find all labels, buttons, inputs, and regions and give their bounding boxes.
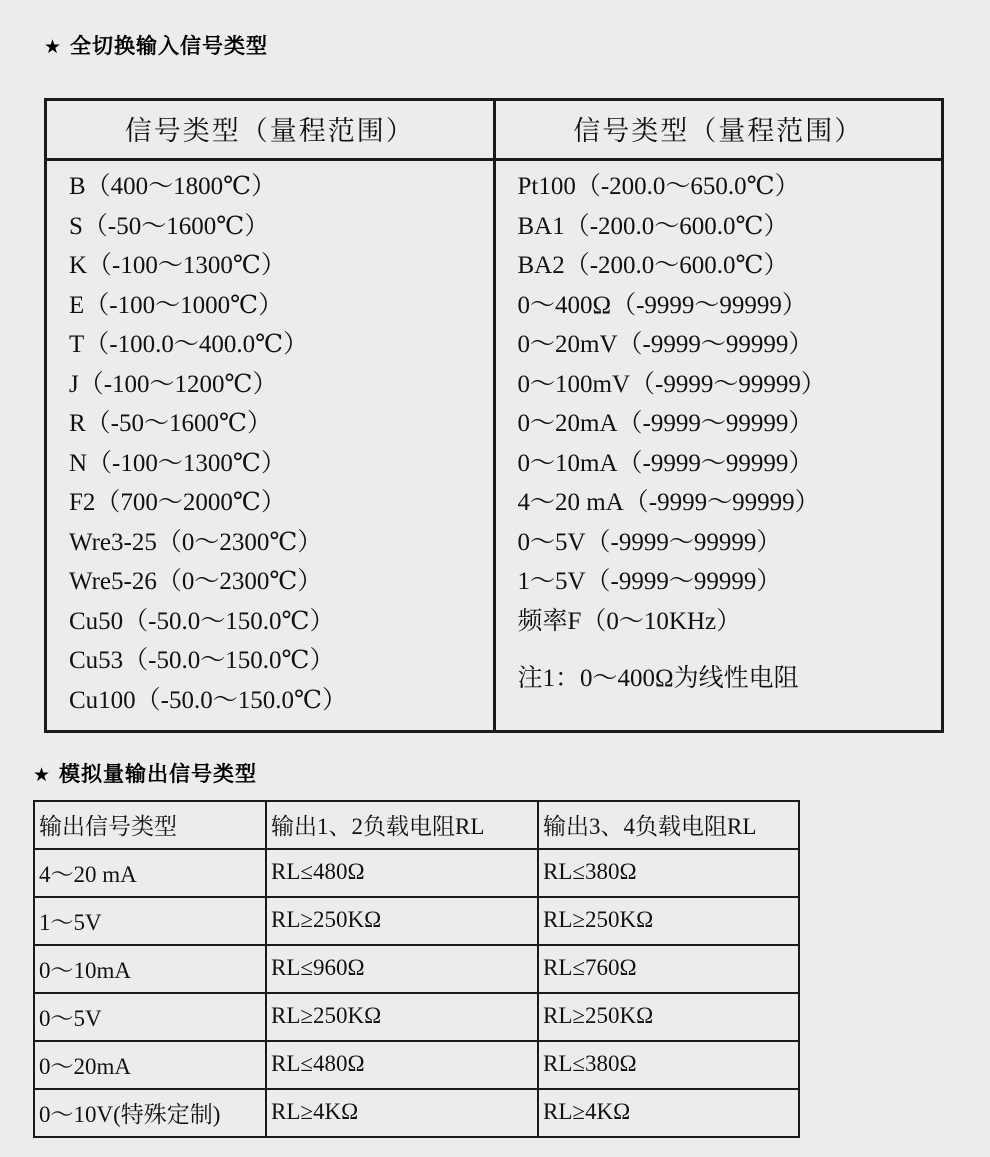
list-item: T（-100.0～400.0℃） [69,331,309,358]
star-icon: ★ [33,764,52,786]
cell-load-34: RL≥250KΩ [538,993,799,1041]
cell-load-34: RL≤380Ω [538,849,799,897]
list-item: 0～20mA（-9999～99999） [517,410,814,437]
list-item: Cu100（-50.0～150.0℃） [69,686,347,714]
output-signal-section-heading [33,758,257,788]
cell-load-12: RL≤960Ω [266,945,538,993]
cell-load-12: RL≤480Ω [266,849,538,897]
list-item: 频率F（0～10KHz） [517,607,742,635]
right-column-note: 注1：0～400Ω为线性电阻 [517,665,799,692]
table-row [34,1041,799,1089]
list-item: Wre5-26（0～2300℃） [69,568,323,595]
output-signal-table [33,800,800,1138]
column-header-right: 信号类型（量程范围） [494,100,943,160]
list-item: BA1（-200.0～600.0℃） [517,212,789,240]
cell-load-12: RL≥250KΩ [266,897,538,945]
right-signal-list [496,167,942,659]
right-signal-cell [494,160,943,732]
list-item: 0～5V（-9999～99999） [517,528,782,556]
left-signal-list [47,167,493,720]
cell-load-12: RL≥4KΩ [266,1089,538,1137]
list-item: N（-100～1300℃） [69,449,286,477]
list-item: Cu50（-50.0～150.0℃） [69,607,335,635]
star-icon: ★ [44,36,63,58]
column-header-output-type: 输出信号类型 [34,801,266,849]
list-spacer [518,641,942,659]
list-item: 0～10mA（-9999～99999） [517,449,814,477]
list-item: R（-50～1600℃） [69,410,272,437]
cell-output-type: 0～5V [34,993,266,1041]
cell-output-type: 4～20 mA [34,849,266,897]
table-row [34,945,799,993]
list-item: Wre3-25（0～2300℃） [69,528,323,556]
column-header-left: 信号类型（量程范围） [46,100,495,160]
column-header-load-12: 输出1、2负载电阻RL [266,801,538,849]
list-item: J（-100～1200℃） [69,370,278,398]
list-item: 0～20mV（-9999～99999） [517,331,814,358]
list-item: Cu53（-50.0～150.0℃） [69,647,335,674]
table-row [34,1089,799,1137]
cell-load-34: RL≥250KΩ [538,897,799,945]
column-header-load-34: 输出3、4负载电阻RL [538,801,799,849]
list-item: Pt100（-200.0～650.0℃） [517,173,800,200]
list-item: F2（700～2000℃） [69,489,286,516]
input-signal-table [44,98,944,733]
cell-load-34: RL≥4KΩ [538,1089,799,1137]
table-row [34,993,799,1041]
list-item: E（-100～1000℃） [69,291,284,319]
list-item: 0～100mV（-9999～99999） [517,370,826,398]
cell-load-12: RL≥250KΩ [266,993,538,1041]
list-item: K（-100～1300℃） [69,252,286,279]
table-body-row [46,160,943,732]
cell-load-12: RL≤480Ω [266,1041,538,1089]
cell-output-type: 0～10V(特殊定制) [34,1089,266,1137]
table-header-row [34,801,799,849]
list-item: BA2（-200.0～600.0℃） [517,252,789,279]
list-item: S（-50～1600℃） [69,212,270,240]
cell-output-type: 1～5V [34,897,266,945]
cell-output-type: 0～10mA [34,945,266,993]
list-item: 0～400Ω（-9999～99999） [517,291,807,319]
input-signal-section-heading [44,30,268,60]
list-item: 4～20 mA（-9999～99999） [517,489,820,516]
table-header-row [46,100,943,160]
list-item: B（400～1800℃） [69,173,277,200]
table-row [34,897,799,945]
left-signal-cell [46,160,495,732]
list-item: 1～5V（-9999～99999） [517,568,782,595]
cell-output-type: 0～20mA [34,1041,266,1089]
cell-load-34: RL≤760Ω [538,945,799,993]
input-signal-heading-label: 全切换输入信号类型 [70,34,269,58]
cell-load-34: RL≤380Ω [538,1041,799,1089]
output-signal-heading-label: 模拟量输出信号类型 [59,762,258,786]
table-row [34,849,799,897]
